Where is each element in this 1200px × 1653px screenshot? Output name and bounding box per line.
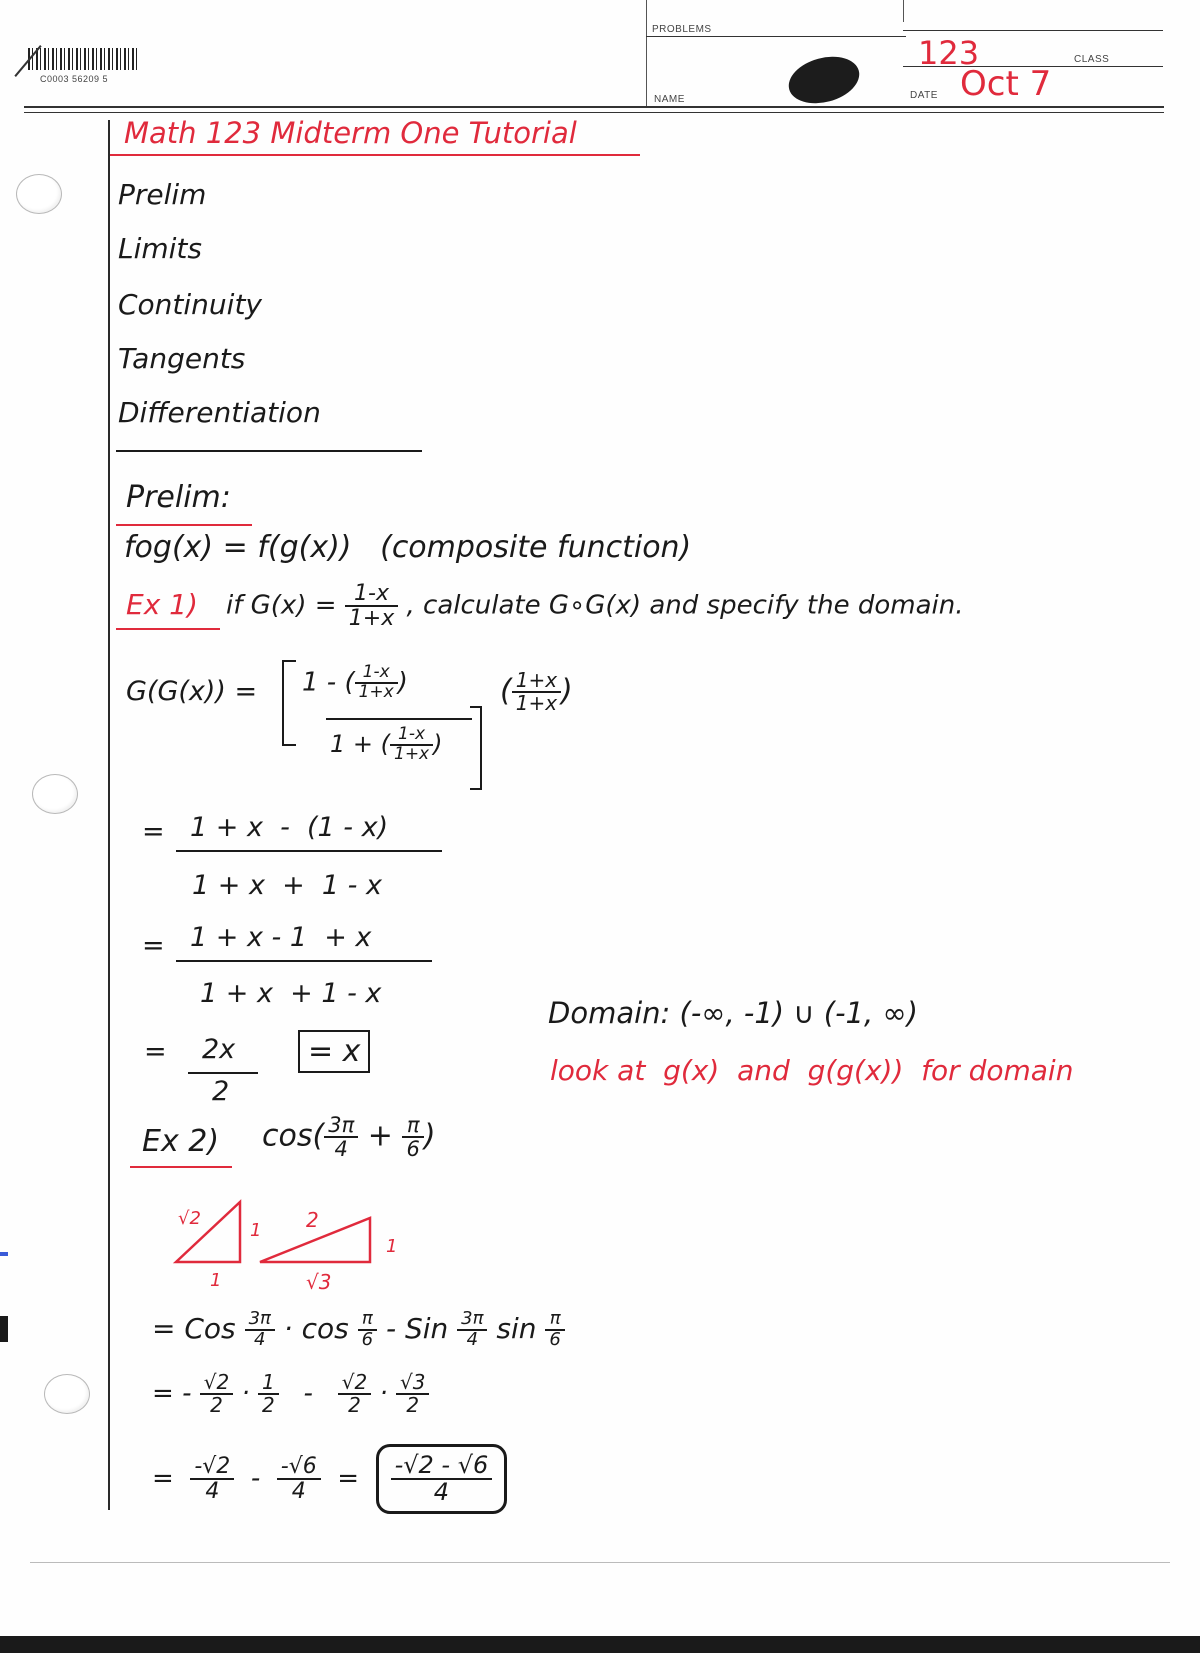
tri1-base-label: 1 <box>210 1270 222 1291</box>
domain-answer: Domain: (-∞, -1) ∪ (-1, ∞) <box>548 996 918 1030</box>
ex1-question <box>226 582 964 630</box>
header-bottom-rule <box>24 106 1164 108</box>
reference-triangles <box>160 1190 420 1300</box>
scribble-blot <box>784 49 865 110</box>
class-value: 123 <box>918 34 980 72</box>
step3-result-box: = x <box>298 1030 370 1073</box>
problems-rule <box>646 36 906 37</box>
step3-fraction-bar <box>188 1072 258 1074</box>
ex1-underline <box>116 628 220 630</box>
tri2-base-label: √3 <box>306 1270 332 1294</box>
ex2-expression: cos( $\frac{3\pi}{4}$ + $\frac{\pi}{6}$ ) <box>262 1113 436 1162</box>
gg-inner-denominator: 1 + ( $\frac{1-x}{1+x}$ ) <box>330 724 443 764</box>
step2-numerator: 1 + x - 1 + x <box>190 922 372 953</box>
ex1-fraction: $\frac{1-x}{1+x}$ <box>345 582 398 630</box>
date-label: DATE <box>910 90 938 101</box>
gg-multiplier: ( $\frac{1+x}{1+x}$ ) <box>500 668 573 715</box>
header-bottom-rule-2 <box>24 112 1164 113</box>
ex1-text-b: , calculate G∘G(x) and specify the domain. <box>406 590 964 621</box>
ex2-line3: = $\frac{-√2}{4}$ - $\frac{-√6}{4}$ = $\frac{-√2 - √6}{4}$ <box>152 1444 507 1514</box>
barcode <box>28 48 140 70</box>
date-value: Oct 7 <box>960 64 1052 104</box>
topic-item: Prelim <box>118 178 207 211</box>
topic-item: Limits <box>118 232 202 265</box>
step3-equals: = <box>144 1036 167 1067</box>
composite-definition: fog(x) = f(g(x)) (composite function) <box>124 530 692 565</box>
step1-equals: = <box>142 816 165 847</box>
scan-left-mark-2 <box>0 1316 8 1342</box>
prelim-heading: Prelim: <box>126 480 231 515</box>
topics-rule <box>116 450 422 452</box>
name-label: NAME <box>654 94 685 105</box>
tri1-hypotenuse-label: √2 <box>178 1208 201 1229</box>
final-answer-box: $\frac{-√2 - √6}{4}$ <box>376 1444 508 1514</box>
domain-note: look at g(x) and g(g(x)) for domain <box>550 1054 1074 1087</box>
gg-bracket-close <box>470 706 482 790</box>
step2-equals: = <box>142 930 165 961</box>
gg-inner-numerator: 1 - ( $\frac{1-x}{1+x}$ ) <box>302 662 408 702</box>
topic-item: Differentiation <box>118 396 321 429</box>
topic-item: Tangents <box>118 342 246 375</box>
tri2-hypotenuse-label: 2 <box>306 1208 319 1232</box>
ex2-label: Ex 2) <box>142 1124 220 1159</box>
punch-hole-top <box>16 174 62 214</box>
step2-fraction-bar <box>176 960 432 962</box>
ex2-underline <box>130 1166 232 1168</box>
margin-line <box>108 120 110 1510</box>
step1-fraction-bar <box>176 850 442 852</box>
gg-lhs: G(G(x)) = <box>126 676 258 707</box>
punch-hole-middle <box>32 774 78 814</box>
class-rule <box>903 30 1163 31</box>
header-vertical-rule-2 <box>903 0 904 22</box>
ex2-line2: = - $\frac{√2}{2}$ · $\frac{1}{2}$ - $\frac{√2}{2}$ · $\frac{√3}{2}$ <box>152 1372 429 1416</box>
topic-item: Continuity <box>118 288 263 321</box>
step3-denominator: 2 <box>212 1076 230 1107</box>
problems-label: PROBLEMS <box>652 24 712 35</box>
class-label: CLASS <box>1074 54 1110 65</box>
gg-bracket-open <box>282 660 296 746</box>
scan-bottom-border <box>0 1636 1200 1653</box>
tri2-side-label: 1 <box>386 1236 398 1257</box>
title-underline <box>110 154 640 156</box>
page-bottom-rule <box>30 1562 1170 1563</box>
gg-main-fraction-bar <box>326 718 472 720</box>
ex1-text-a: if G(x) = <box>226 590 337 621</box>
barcode-number: C0003 56209 5 <box>40 74 109 84</box>
scan-left-mark <box>0 1252 8 1256</box>
step1-numerator: 1 + x - (1 - x) <box>190 812 389 843</box>
step2-denominator: 1 + x + 1 - x <box>200 978 382 1009</box>
ex2-line1: = Cos $\frac{3\pi}{4}$ · cos $\frac{\pi}{6}$ - Sin $\frac{3\pi}{4}$ sin $\frac{\pi}{6}$ <box>152 1310 565 1350</box>
page-title: Math 123 Midterm One Tutorial <box>124 116 577 150</box>
step3-numerator: 2x <box>202 1034 236 1065</box>
step1-denominator: 1 + x + 1 - x <box>192 870 382 901</box>
ex1-label: Ex 1) <box>126 588 198 621</box>
tri1-side-label: 1 <box>250 1220 262 1241</box>
punch-hole-bottom <box>44 1374 90 1414</box>
header-vertical-rule <box>646 0 647 106</box>
prelim-underline-red <box>116 524 252 526</box>
